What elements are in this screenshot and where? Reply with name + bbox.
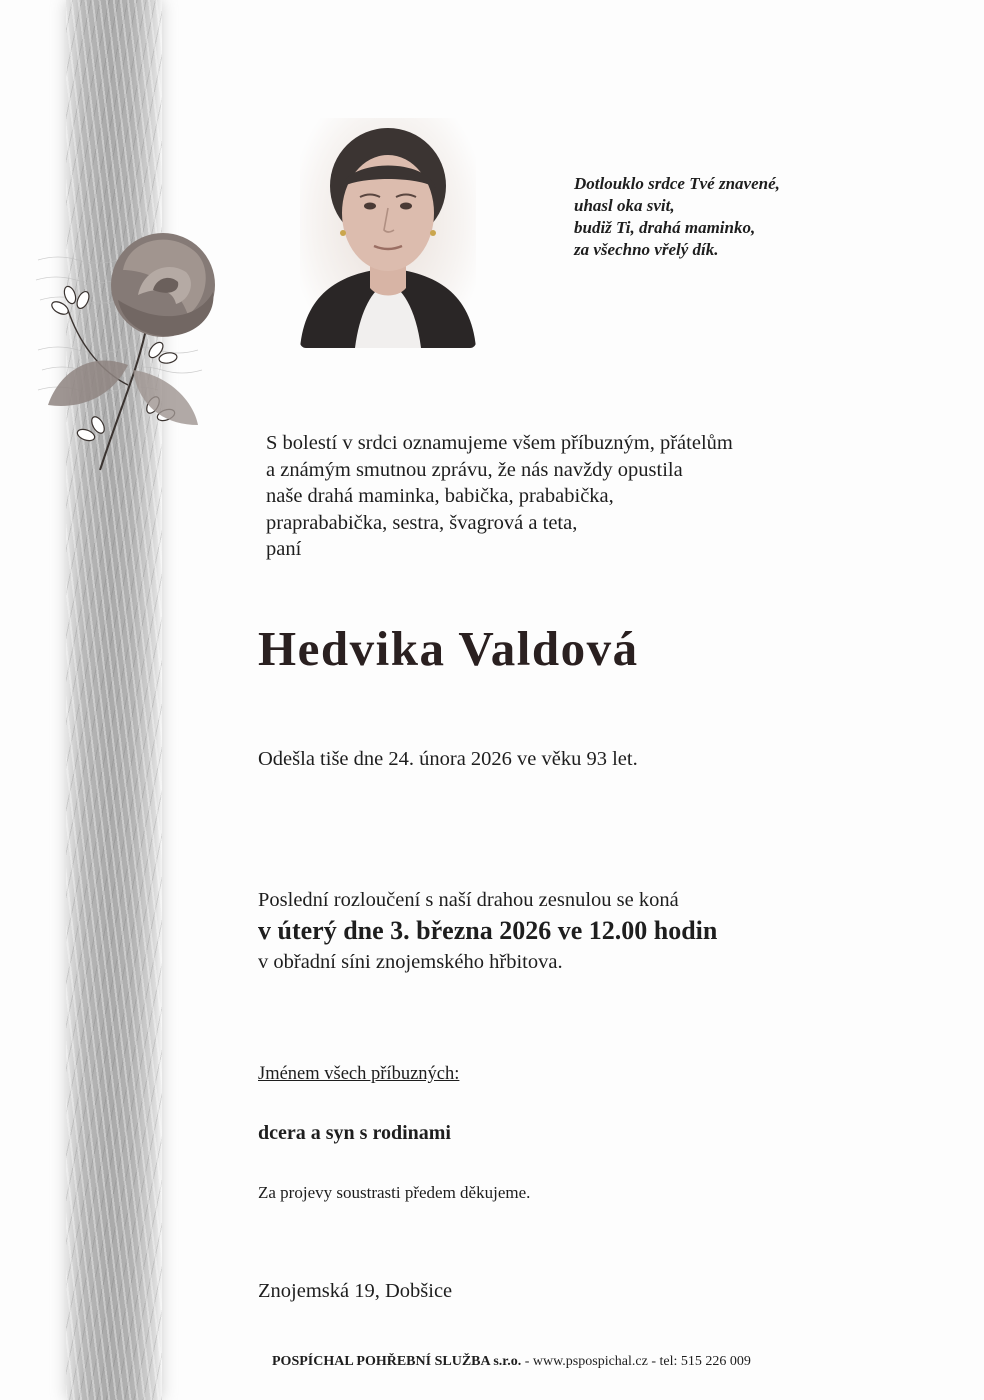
intro-line: praprababička, sestra, švagrová a teta, [266,511,578,534]
relatives-label: Jménem všech příbuzných: [258,1064,460,1084]
funeral-info [258,886,717,976]
poem-line: budiž Ti, drahá maminko, [574,218,756,237]
intro-line: naše drahá maminka, babička, prababička, [266,485,614,507]
relatives-names: dcera a syn s rodinami [258,1122,451,1144]
footer [272,1354,751,1370]
deceased-name: Hedvika Valdová [258,621,639,676]
intro-line: S bolestí v srdci oznamujeme všem příbuzným, přátelům [266,432,733,454]
announcement-intro [266,430,866,563]
poem-line: za všechno vřelý dík. [574,240,719,259]
intro-line: paní [266,538,302,560]
poem-line: Dotlouklo srdce Tvé znavené, [574,174,780,193]
funeral-datetime: v úterý dne 3. března 2026 ve 12.00 hodin [258,916,718,945]
rose-ornament-icon [28,200,258,490]
death-date-text: Odešla tiše dne 24. února 2026 ve věku 93 let. [258,748,638,770]
thanks-note: Za projevy soustrasti předem děkujeme. [258,1183,531,1202]
portrait-photo [300,118,476,348]
poem-line: uhasl oka svit, [574,196,675,215]
footer-contact: - www.pspospichal.cz - tel: 515 226 009 [521,1354,751,1369]
footer-company: POSPÍCHAL POHŘEBNÍ SLUŽBA s.r.o. [272,1354,522,1369]
intro-line: a známým smutnou zprávu, že nás navždy opustila [266,458,683,481]
funeral-place: v obřadní síni znojemského hřbitova. [258,951,563,973]
funeral-intro-line: Poslední rozloučení s naší drahou zesnulou se koná [258,889,679,911]
memorial-poem [574,173,874,261]
address: Znojemská 19, Dobšice [258,1280,453,1302]
